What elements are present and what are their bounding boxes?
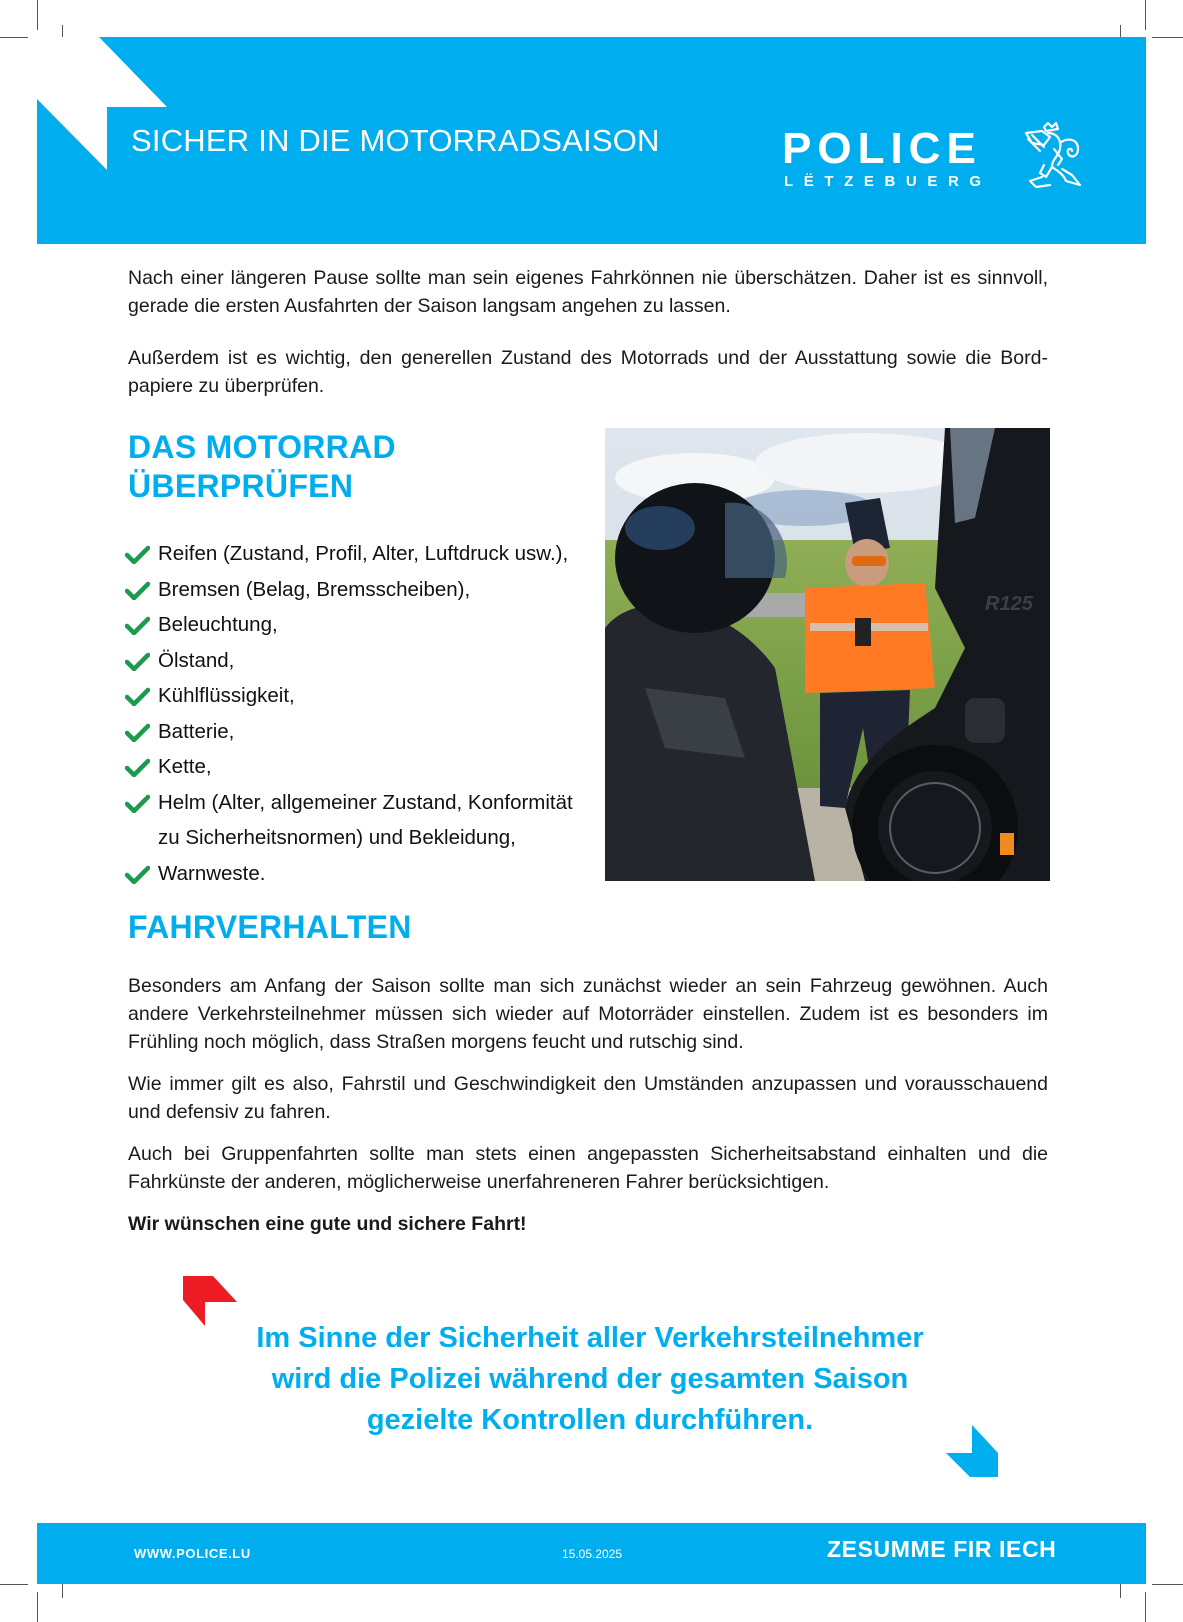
publication-date: 15.05.2025 bbox=[562, 1547, 623, 1561]
checklist-item bbox=[125, 749, 595, 785]
crop-mark bbox=[1152, 1584, 1183, 1585]
quote-line: gezielte Kontrollen durchführen. bbox=[366, 1404, 814, 1436]
checkmark-icon bbox=[125, 652, 150, 671]
police-logo bbox=[782, 124, 992, 190]
heading-line: DAS MOTORRAD bbox=[128, 429, 396, 465]
section-heading-check bbox=[128, 428, 396, 506]
checklist-item-label: Kühlflüssigkeit, bbox=[158, 684, 295, 707]
crop-mark bbox=[1152, 37, 1183, 38]
closing-wish: Wir wünschen eine gute und sichere Fahrt! bbox=[128, 1213, 527, 1235]
checklist-item bbox=[125, 856, 595, 892]
checklist-item bbox=[125, 536, 595, 572]
checkmark-icon bbox=[125, 687, 150, 706]
checkmark-icon bbox=[125, 865, 150, 884]
intro-paragraph-1: Nach einer längeren Pause sollte man sein eigenes Fahrkönnen nie überschätzen. Daher ist es sinnvoll, gerade die ersten Ausfahrten der Saison langsam angehen zu lassen. bbox=[128, 267, 1048, 317]
crop-mark bbox=[37, 0, 38, 30]
checklist-item-label: Bremsen (Belag, Bremsscheiben), bbox=[158, 577, 471, 601]
checklist-item-label: Batterie, bbox=[158, 719, 235, 743]
intro-paragraph-2: Außerdem ist es wichtig, den generellen Zustand des Motorrads und der Ausstattung sowie die Bord-papiere zu überprüfen. bbox=[128, 347, 1048, 397]
photo-illustration bbox=[605, 428, 1050, 881]
behaviour-paragraph-2: Wie immer gilt es also, Fahrstil und Geschwindigkeit den Umständen anzupassen und vorausschauend und defensiv zu fahren. bbox=[128, 1073, 1048, 1123]
footer-slogan: ZESUMME FIR IECH bbox=[827, 1536, 1057, 1562]
checkmark-icon bbox=[125, 794, 150, 813]
checklist-item bbox=[125, 678, 595, 714]
checkmark-icon bbox=[125, 581, 150, 600]
checkmark-icon bbox=[125, 545, 150, 564]
lion-emblem-icon bbox=[1022, 121, 1084, 189]
page-title: SICHER IN DIE MOTORRADSAISON bbox=[131, 123, 660, 158]
checklist-item-label: Beleuchtung, bbox=[158, 613, 278, 636]
behaviour-paragraph-1: Besonders am Anfang der Saison sollte man sich zunächst wieder an sein Fahrzeug gewöhnen. Auch andere Verkehrsteilnehmer müssen sich wieder auf Motorräder einstellen. Zudem ist es besonders im Frühling noch möglich, dass Straßen morgens feucht und rutschig sind. bbox=[128, 975, 1048, 1053]
behaviour-paragraph-3: Auch bei Gruppenfahrten sollte man stets einen angepassten Sicherheitsabstand einhalten und die Fahrkünste der anderen, möglicherweise unerfahreneren Fahrer berücksichtigen. bbox=[128, 1143, 1048, 1193]
checklist-item bbox=[125, 607, 595, 643]
checklist-item-label: Warnweste. bbox=[158, 861, 266, 885]
checkmark-icon bbox=[125, 723, 150, 742]
checklist-item-label: Kette, bbox=[158, 755, 212, 778]
motorcycle-inspection-photo bbox=[605, 428, 1050, 881]
crop-mark bbox=[1145, 0, 1146, 30]
logo-subtitle: LËTZEBUERG bbox=[784, 173, 992, 190]
checkmark-icon bbox=[125, 616, 150, 635]
checkmark-icon bbox=[125, 758, 150, 777]
checklist bbox=[125, 536, 595, 891]
crop-mark bbox=[37, 1592, 38, 1622]
svg-text:R125: R125 bbox=[985, 593, 1033, 615]
blue-corner-arrow-icon bbox=[946, 1425, 1001, 1480]
quote-line: wird die Polizei während der gesamten Saison bbox=[271, 1363, 909, 1395]
crop-mark bbox=[1145, 1592, 1146, 1622]
checklist-item-label: Reifen (Zustand, Profil, Alter, Luftdruck usw.), bbox=[158, 542, 569, 565]
checklist-item bbox=[125, 785, 595, 856]
checklist-item-label: Ölstand, bbox=[158, 648, 235, 672]
logo-wordmark: POLICE bbox=[782, 124, 982, 173]
callout-quote bbox=[210, 1318, 970, 1441]
section-heading-behaviour: FAHRVERHALTEN bbox=[128, 909, 412, 945]
checklist-item-label: Helm (Alter, allgemeiner Zustand, Konformität zu Sicherheitsnormen) und Bekleidung, bbox=[158, 790, 573, 849]
checklist-item bbox=[125, 572, 595, 608]
footer-banner bbox=[37, 1523, 1146, 1584]
website-link[interactable]: WWW.POLICE.LU bbox=[134, 1546, 251, 1561]
checklist-item bbox=[125, 714, 595, 750]
heading-line: ÜBERPRÜFEN bbox=[128, 468, 354, 504]
header-banner bbox=[37, 37, 1146, 244]
crop-mark bbox=[0, 37, 28, 38]
crop-mark bbox=[0, 1584, 28, 1585]
quote-line: Im Sinne der Sicherheit aller Verkehrsteilnehmer bbox=[256, 1322, 924, 1354]
checklist-item bbox=[125, 643, 595, 679]
